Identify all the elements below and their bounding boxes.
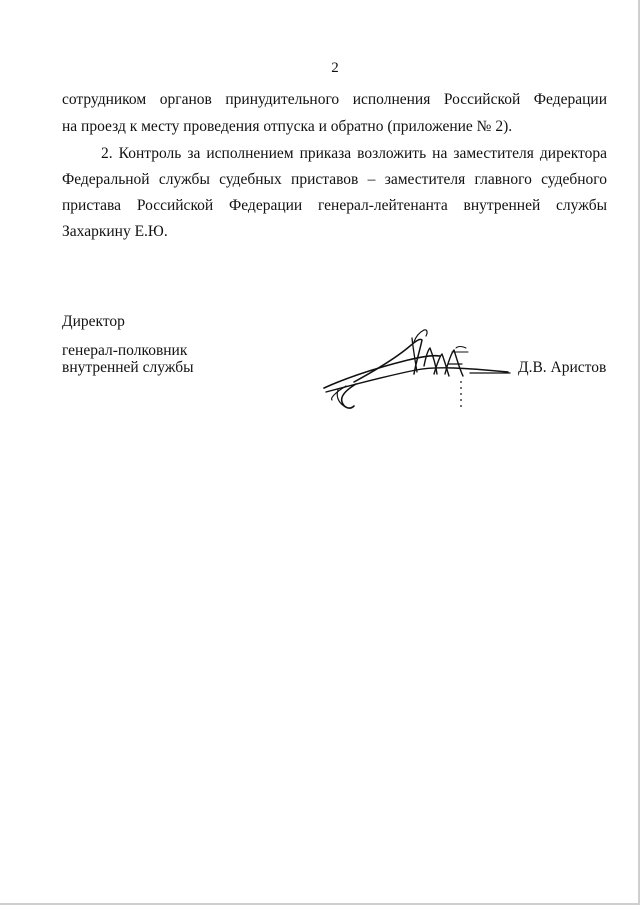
body-line-2: на проезд к месту проведения отпуска и обратно (приложение № 2). — [62, 118, 513, 135]
handwritten-signature — [316, 326, 516, 416]
body-line-5: пристава Российской Федерации генерал-лейтенанта внутренней службы — [62, 197, 607, 214]
body-line-4: Федеральной службы судебных приставов – заместителя главного судебного — [62, 171, 607, 188]
body-line-3: 2. Контроль за исполнением приказа возложить на заместителя директора — [101, 145, 607, 162]
signatory-rank-line-1: генерал-полковник — [62, 342, 188, 359]
signatory-rank-line-2: внутренней службы — [62, 359, 194, 376]
body-line-6: Захаркину Е.Ю. — [62, 223, 168, 240]
page-number: 2 — [331, 60, 339, 76]
signatory-name: Д.В. Аристов — [518, 359, 607, 376]
signatory-position: Директор — [62, 313, 125, 330]
body-line-1: сотрудником органов принудительного исполнения Российской Федерации — [62, 91, 607, 108]
